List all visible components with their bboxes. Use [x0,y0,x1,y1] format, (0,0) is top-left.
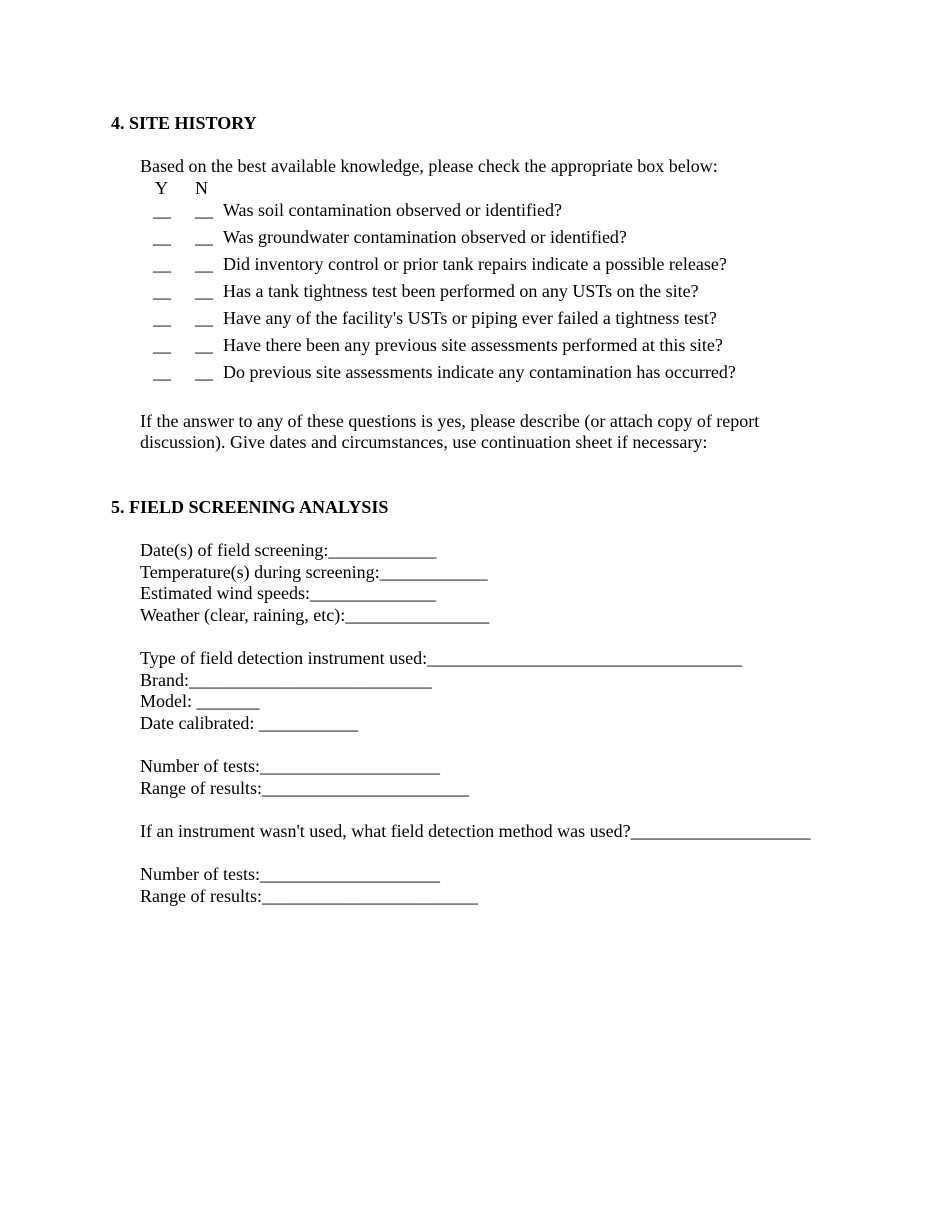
question-text: Did inventory control or prior tank repairs indicate a possible release? [223,254,727,274]
model-field[interactable]: Model: _______ [140,691,260,711]
question-text: Have any of the facility's USTs or piping ever failed a tightness test? [223,308,717,328]
screening-temperature-field[interactable]: Temperature(s) during screening:____________ [140,562,488,582]
number-of-tests-field-2[interactable]: Number of tests:____________________ [140,864,440,884]
question-text: Was soil contamination observed or identified? [223,200,562,220]
describe-note-line-2: discussion). Give dates and circumstances, use continuation sheet if necessary: [140,432,708,452]
yes-checkbox[interactable]: __ [153,308,171,328]
weather-field[interactable]: Weather (clear, raining, etc):________________ [140,605,490,625]
yes-checkbox[interactable]: __ [153,227,171,247]
no-checkbox[interactable]: __ [195,200,213,220]
question-text: Do previous site assessments indicate any contamination has occurred? [223,362,736,382]
site-history-heading: 4. SITE HISTORY [111,113,257,133]
wind-speed-field[interactable]: Estimated wind speeds:______________ [140,583,436,603]
site-history-intro: Based on the best available knowledge, please check the appropriate box below: [140,156,718,176]
no-checkbox[interactable]: __ [195,254,213,274]
screening-dates-field[interactable]: Date(s) of field screening:____________ [140,540,437,560]
number-of-tests-field[interactable]: Number of tests:____________________ [140,756,440,776]
yes-checkbox[interactable]: __ [153,200,171,220]
instrument-type-field[interactable]: Type of field detection instrument used:___________________________________ [140,648,743,668]
no-checkbox[interactable]: __ [195,335,213,355]
no-checkbox[interactable]: __ [195,281,213,301]
yes-checkbox[interactable]: __ [153,335,171,355]
alternate-method-field[interactable]: If an instrument wasn't used, what field detection method was used?____________________ [140,821,811,841]
brand-field[interactable]: Brand:___________________________ [140,670,432,690]
yes-checkbox[interactable]: __ [153,254,171,274]
range-of-results-field[interactable]: Range of results:_______________________ [140,778,469,798]
range-of-results-field-2[interactable]: Range of results:________________________ [140,886,478,906]
yes-column-header: Y [155,178,168,198]
question-text: Was groundwater contamination observed or identified? [223,227,627,247]
no-checkbox[interactable]: __ [195,308,213,328]
no-column-header: N [195,178,208,198]
describe-note-line-1: If the answer to any of these questions is yes, please describe (or attach copy of report [140,411,760,431]
question-text: Have there been any previous site assessments performed at this site? [223,335,723,355]
field-screening-heading: 5. FIELD SCREENING ANALYSIS [111,497,389,517]
yes-checkbox[interactable]: __ [153,362,171,382]
yes-checkbox[interactable]: __ [153,281,171,301]
date-calibrated-field[interactable]: Date calibrated: ___________ [140,713,358,733]
no-checkbox[interactable]: __ [195,227,213,247]
no-checkbox[interactable]: __ [195,362,213,382]
question-text: Has a tank tightness test been performed on any USTs on the site? [223,281,699,301]
